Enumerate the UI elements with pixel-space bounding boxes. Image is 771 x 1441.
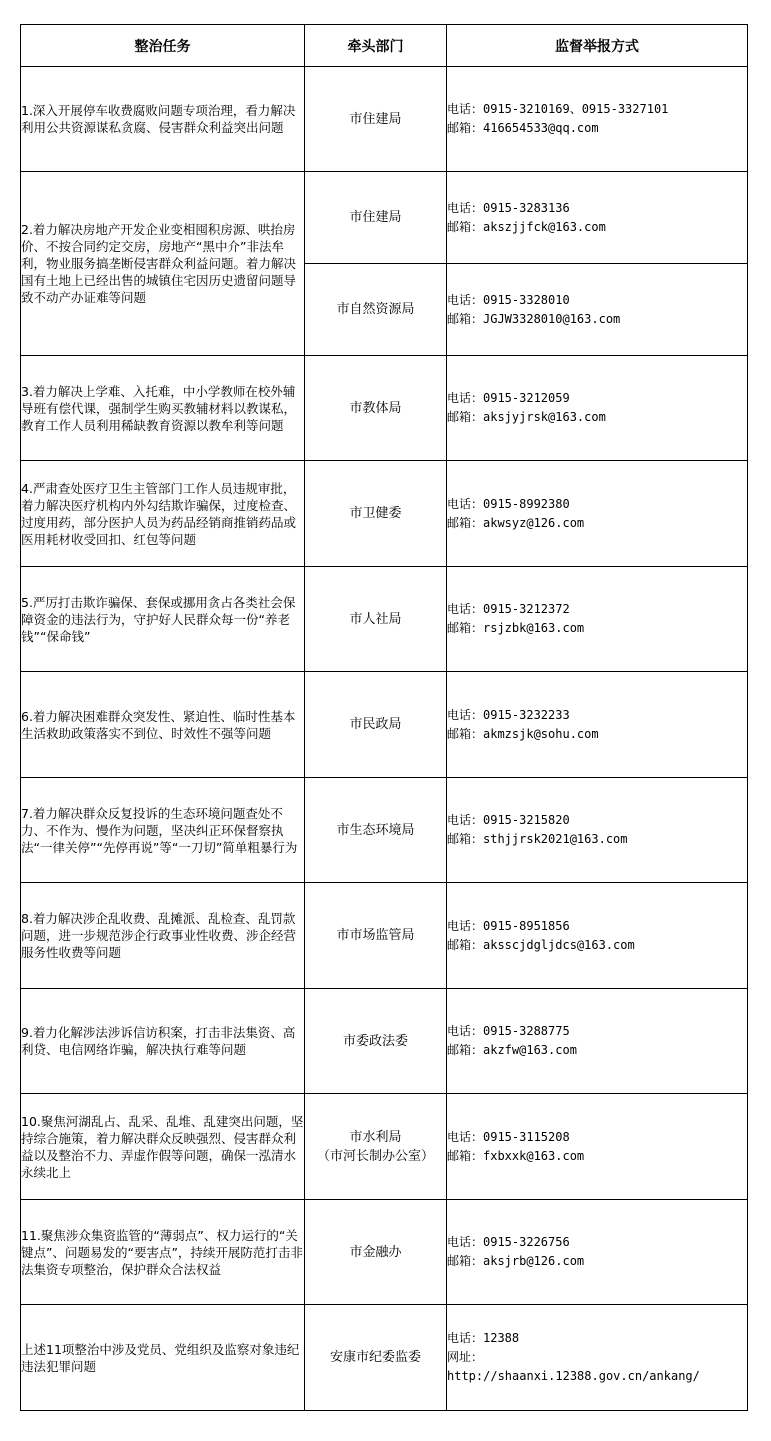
email-text: 邮箱：JGJW3328010@163.com — [447, 311, 621, 326]
email-text: 邮箱：aksscjdgljdcs@163.com — [447, 937, 635, 952]
website-link[interactable]: http://shaanxi.12388.gov.cn/ankang/ — [447, 1369, 700, 1383]
phone-text: 电话：0915-8992380 — [447, 496, 570, 511]
task-cell: 7.着力解决群众反复投诉的生态环境问题查处不力、不作为、慢作为问题，坚决纠正环保督察执法“一律关停”“先停再说”等“一刀切”简单粗暴行为 — [21, 778, 305, 883]
dept-cell: 市委政法委 — [305, 989, 447, 1094]
task-cell: 10.聚焦河湖乱占、乱采、乱堆、乱建突出问题，坚持综合施策，着力解决群众反映强烈、侵害群众利益以及整治不力、弄虚作假等问题，确保一泓清水永续北上 — [21, 1094, 305, 1200]
table-row — [21, 778, 748, 883]
email-text: 邮箱：sthjjrsk2021@163.com — [447, 832, 628, 846]
dept-cell: 市市场监管局 — [305, 883, 447, 989]
contact-cell — [447, 883, 748, 989]
task-cell: 9.着力化解涉法涉诉信访积案，打击非法集资、高利贷、电信网络诈骗，解决执行难等问题 — [21, 989, 305, 1094]
email-text: 邮箱：akszjjfck@163.com — [447, 219, 606, 234]
table-row — [21, 1200, 748, 1305]
phone-text: 电话：0915-3288775 — [447, 1024, 570, 1038]
table-row — [21, 356, 748, 461]
contact-cell — [447, 989, 748, 1094]
email-text: 邮箱：aksjyjrsk@163.com — [447, 410, 606, 424]
phone-text: 电话：0915-3226756 — [447, 1235, 570, 1249]
phone-text: 电话：0915-3212372 — [447, 602, 570, 616]
task-cell: 3.着力解决上学难、入托难，中小学教师在校外辅导班有偿代课，强制学生购买教辅材料以教谋私，教育工作人员利用稀缺教育资源以教牟利等问题 — [21, 356, 305, 461]
dept-name: 市水利局 — [349, 1129, 402, 1145]
email-text: 邮箱：akwsyz@126.com — [447, 515, 585, 530]
contact-cell — [447, 67, 748, 172]
rectification-table — [20, 24, 748, 1411]
task-cell: 5.严厉打击欺诈骗保、套保或挪用贪占各类社会保障资金的违法行为，守护好人民群众每一份“养老钱”“保命钱” — [21, 567, 305, 672]
table-row — [21, 461, 748, 567]
task-cell: 4.严肃查处医疗卫生主管部门工作人员违规审批，着力解决医疗机构内外勾结欺诈骗保，过度检查、过度用药，部分医护人员为药品经销商推销药品或医用耗材收受回扣、红包等问题 — [21, 461, 305, 567]
email-text: 邮箱：416654533@qq.com — [447, 121, 599, 135]
contact-cell — [447, 567, 748, 672]
contact-cell — [447, 1094, 748, 1200]
header-dept: 牵头部门 — [305, 25, 447, 67]
contact-cell — [447, 778, 748, 883]
header-row — [21, 25, 748, 67]
header-contact: 监督举报方式 — [447, 25, 748, 67]
email-text: 邮箱：aksjrb@126.com — [447, 1254, 585, 1268]
dept-cell — [305, 1094, 447, 1200]
table-row — [21, 1305, 748, 1411]
dept-cell: 市人社局 — [305, 567, 447, 672]
table-row — [21, 989, 748, 1094]
contact-cell — [447, 461, 748, 567]
phone-text: 电话：0915-3210169、0915-3327101 — [447, 102, 669, 116]
task-cell: 上述11项整治中涉及党员、党组织及监察对象违纪违法犯罪问题 — [21, 1305, 305, 1411]
website-label: 网址： — [447, 1350, 484, 1364]
phone-text: 电话：12388 — [447, 1331, 520, 1345]
contact-cell — [447, 1200, 748, 1305]
phone-text: 电话：0915-3115208 — [447, 1129, 570, 1144]
contact-cell — [447, 356, 748, 461]
contact-cell — [447, 672, 748, 778]
task-cell: 2.着力解决房地产开发企业变相囤积房源、哄抬房价、不按合同约定交房，房地产“黑中介”非法牟利，物业服务搞垄断侵害群众利益问题。着力解决国有土地上已经出售的城镇住宅因历史遗留问题导致不动产办证难等问题 — [21, 172, 305, 356]
dept-cell: 安康市纪委监委 — [305, 1305, 447, 1411]
contact-cell — [447, 1305, 748, 1411]
email-text: 邮箱：rsjzbk@163.com — [447, 621, 585, 635]
dept-cell: 市生态环境局 — [305, 778, 447, 883]
dept-cell: 市自然资源局 — [305, 264, 447, 356]
dept-cell: 市教体局 — [305, 356, 447, 461]
table-row — [21, 567, 748, 672]
dept-cell: 市金融办 — [305, 1200, 447, 1305]
table-row — [21, 1094, 748, 1200]
email-text: 邮箱：akzfw@163.com — [447, 1043, 577, 1057]
phone-text: 电话：0915-8951856 — [447, 918, 570, 933]
header-task: 整治任务 — [21, 25, 305, 67]
table-row — [21, 672, 748, 778]
phone-text: 电话：0915-3283136 — [447, 200, 570, 215]
phone-text: 电话：0915-3215820 — [447, 813, 570, 827]
email-text: 邮箱：akmzsjk@sohu.com — [447, 726, 599, 741]
contact-cell — [447, 172, 748, 264]
phone-text: 电话：0915-3328010 — [447, 292, 570, 307]
dept-cell: 市住建局 — [305, 67, 447, 172]
phone-text: 电话：0915-3232233 — [447, 707, 570, 722]
email-text: 邮箱：fxbxxk@163.com — [447, 1148, 585, 1163]
table-row — [21, 883, 748, 989]
contact-cell — [447, 264, 748, 356]
dept-cell: 市卫健委 — [305, 461, 447, 567]
task-cell: 11.聚焦涉众集资监管的“薄弱点”、权力运行的“关键点”、问题易发的“要害点”，持续开展防范打击非法集资专项整治，保护群众合法权益 — [21, 1200, 305, 1305]
dept-subname: （市河长制办公室） — [316, 1148, 434, 1164]
table-row — [21, 67, 748, 172]
dept-cell: 市住建局 — [305, 172, 447, 264]
table-row — [21, 172, 748, 264]
task-cell: 8.着力解决涉企乱收费、乱摊派、乱检查、乱罚款问题，进一步规范涉企行政事业性收费、涉企经营服务性收费等问题 — [21, 883, 305, 989]
dept-cell: 市民政局 — [305, 672, 447, 778]
task-cell: 1.深入开展停车收费腐败问题专项治理，看力解决利用公共资源谋私贪腐、侵害群众利益突出问题 — [21, 67, 305, 172]
task-cell: 6.着力解决困难群众突发性、紧迫性、临时性基本生活救助政策落实不到位、时效性不强等问题 — [21, 672, 305, 778]
phone-text: 电话：0915-3212059 — [447, 391, 570, 405]
